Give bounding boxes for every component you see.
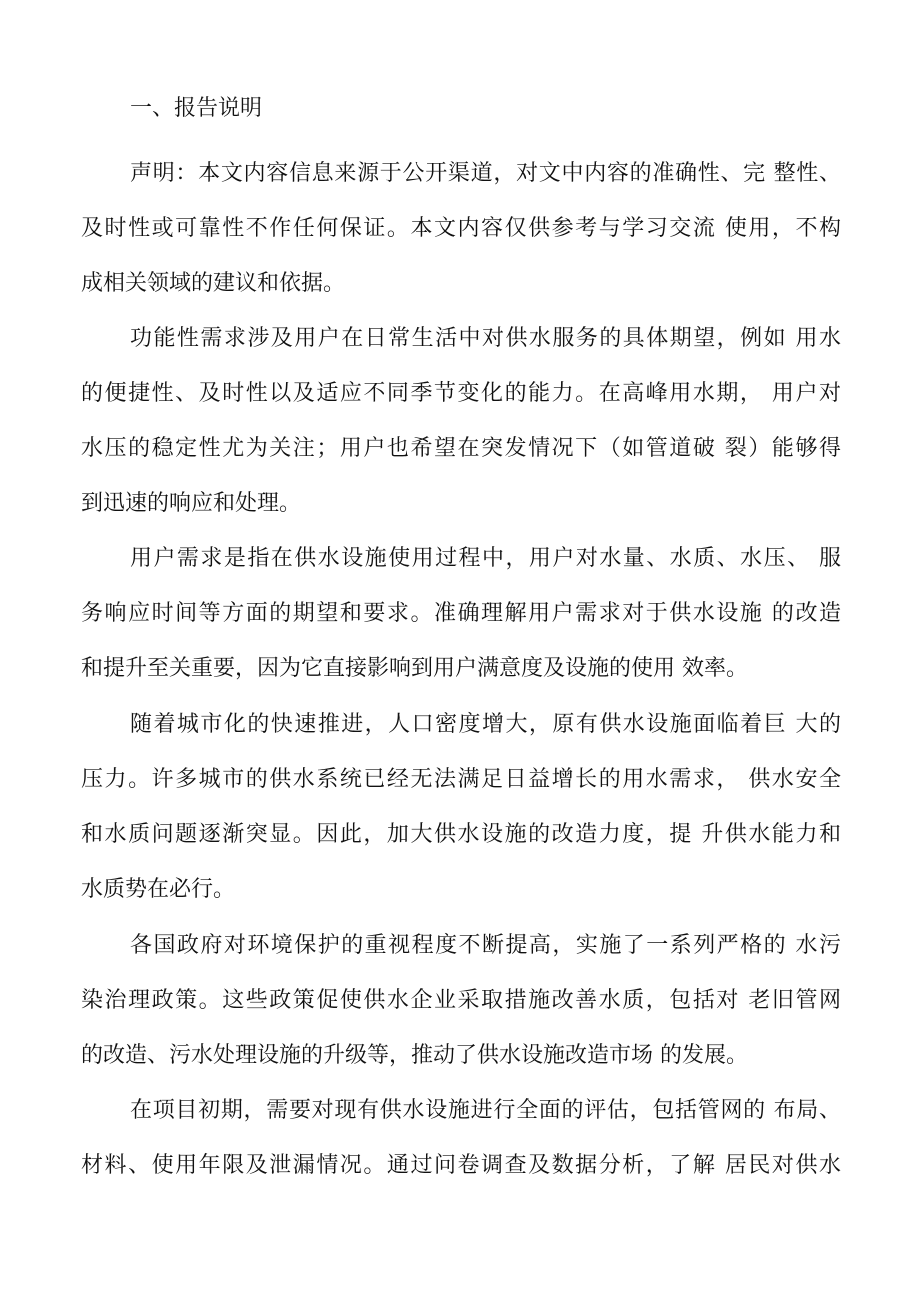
paragraph-line: 和水质问题逐渐突显。因此，加大供水设施的改造力度，提 升供水能力和 (81, 822, 841, 847)
paragraph-line: 水质势在必行。 (81, 877, 236, 902)
paragraph-line: 染治理政策。这些政策促使供水企业采取措施改善水质，包括对 老旧管网 (81, 988, 841, 1013)
section-heading: 一、报告说明 (130, 96, 263, 121)
paragraph-line: 用户需求是指在供水设施使用过程中，用户对水量、水质、水压、 服 (130, 546, 841, 571)
paragraph-line: 材料、使用年限及泄漏情况。通过问卷调查及数据分析，了解 居民对供水 (81, 1153, 841, 1178)
paragraph-line: 在项目初期，需要对现有供水设施进行全面的评估，包括管网的 布局、 (130, 1098, 841, 1123)
paragraph-line: 成相关领域的建议和依据。 (81, 271, 346, 296)
paragraph-line: 到迅速的响应和处理。 (81, 491, 302, 516)
paragraph-line: 压力。许多城市的供水系统已经无法满足日益增长的用水需求， 供水安全 (81, 767, 841, 792)
paragraph-line: 各国政府对环境保护的重视程度不断提高，实施了一系列严格的 水污 (130, 933, 841, 958)
paragraph-urbanization (81, 705, 841, 925)
paragraph-project-initial (81, 1091, 841, 1201)
paragraph-line: 的便捷性、及时性以及适应不同季节变化的能力。在高峰用水期， 用户对 (81, 381, 841, 406)
paragraph-line: 水压的稳定性尤为关注；用户也希望在突发情况下（如管道破 裂）能够得 (81, 436, 841, 461)
paragraph-line: 功能性需求涉及用户在日常生活中对供水服务的具体期望，例如 用水 (130, 326, 841, 351)
paragraph-line: 随着城市化的快速推进，人口密度增大，原有供水设施面临着巨 大的 (130, 712, 841, 737)
paragraph-line: 和提升至关重要，因为它直接影响到用户满意度及设施的使用 效率。 (81, 656, 748, 681)
paragraph-user-needs (81, 539, 841, 704)
paragraph-line: 务响应时间等方面的期望和要求。准确理解用户需求对于供水设施 的改造 (81, 601, 841, 626)
paragraph-functional-needs (81, 319, 841, 539)
paragraph-line: 声明：本文内容信息来源于公开渠道，对文中内容的准确性、完 整性、 (130, 161, 841, 186)
paragraph-government-policy (81, 926, 841, 1091)
paragraph-line: 及时性或可靠性不作任何保证。本文内容仅供参考与学习交流 使用，不构 (81, 216, 841, 241)
paragraph-disclaimer (81, 154, 841, 319)
paragraph-line: 的改造、污水处理设施的升级等，推动了供水设施改造市场 的发展。 (81, 1043, 748, 1068)
